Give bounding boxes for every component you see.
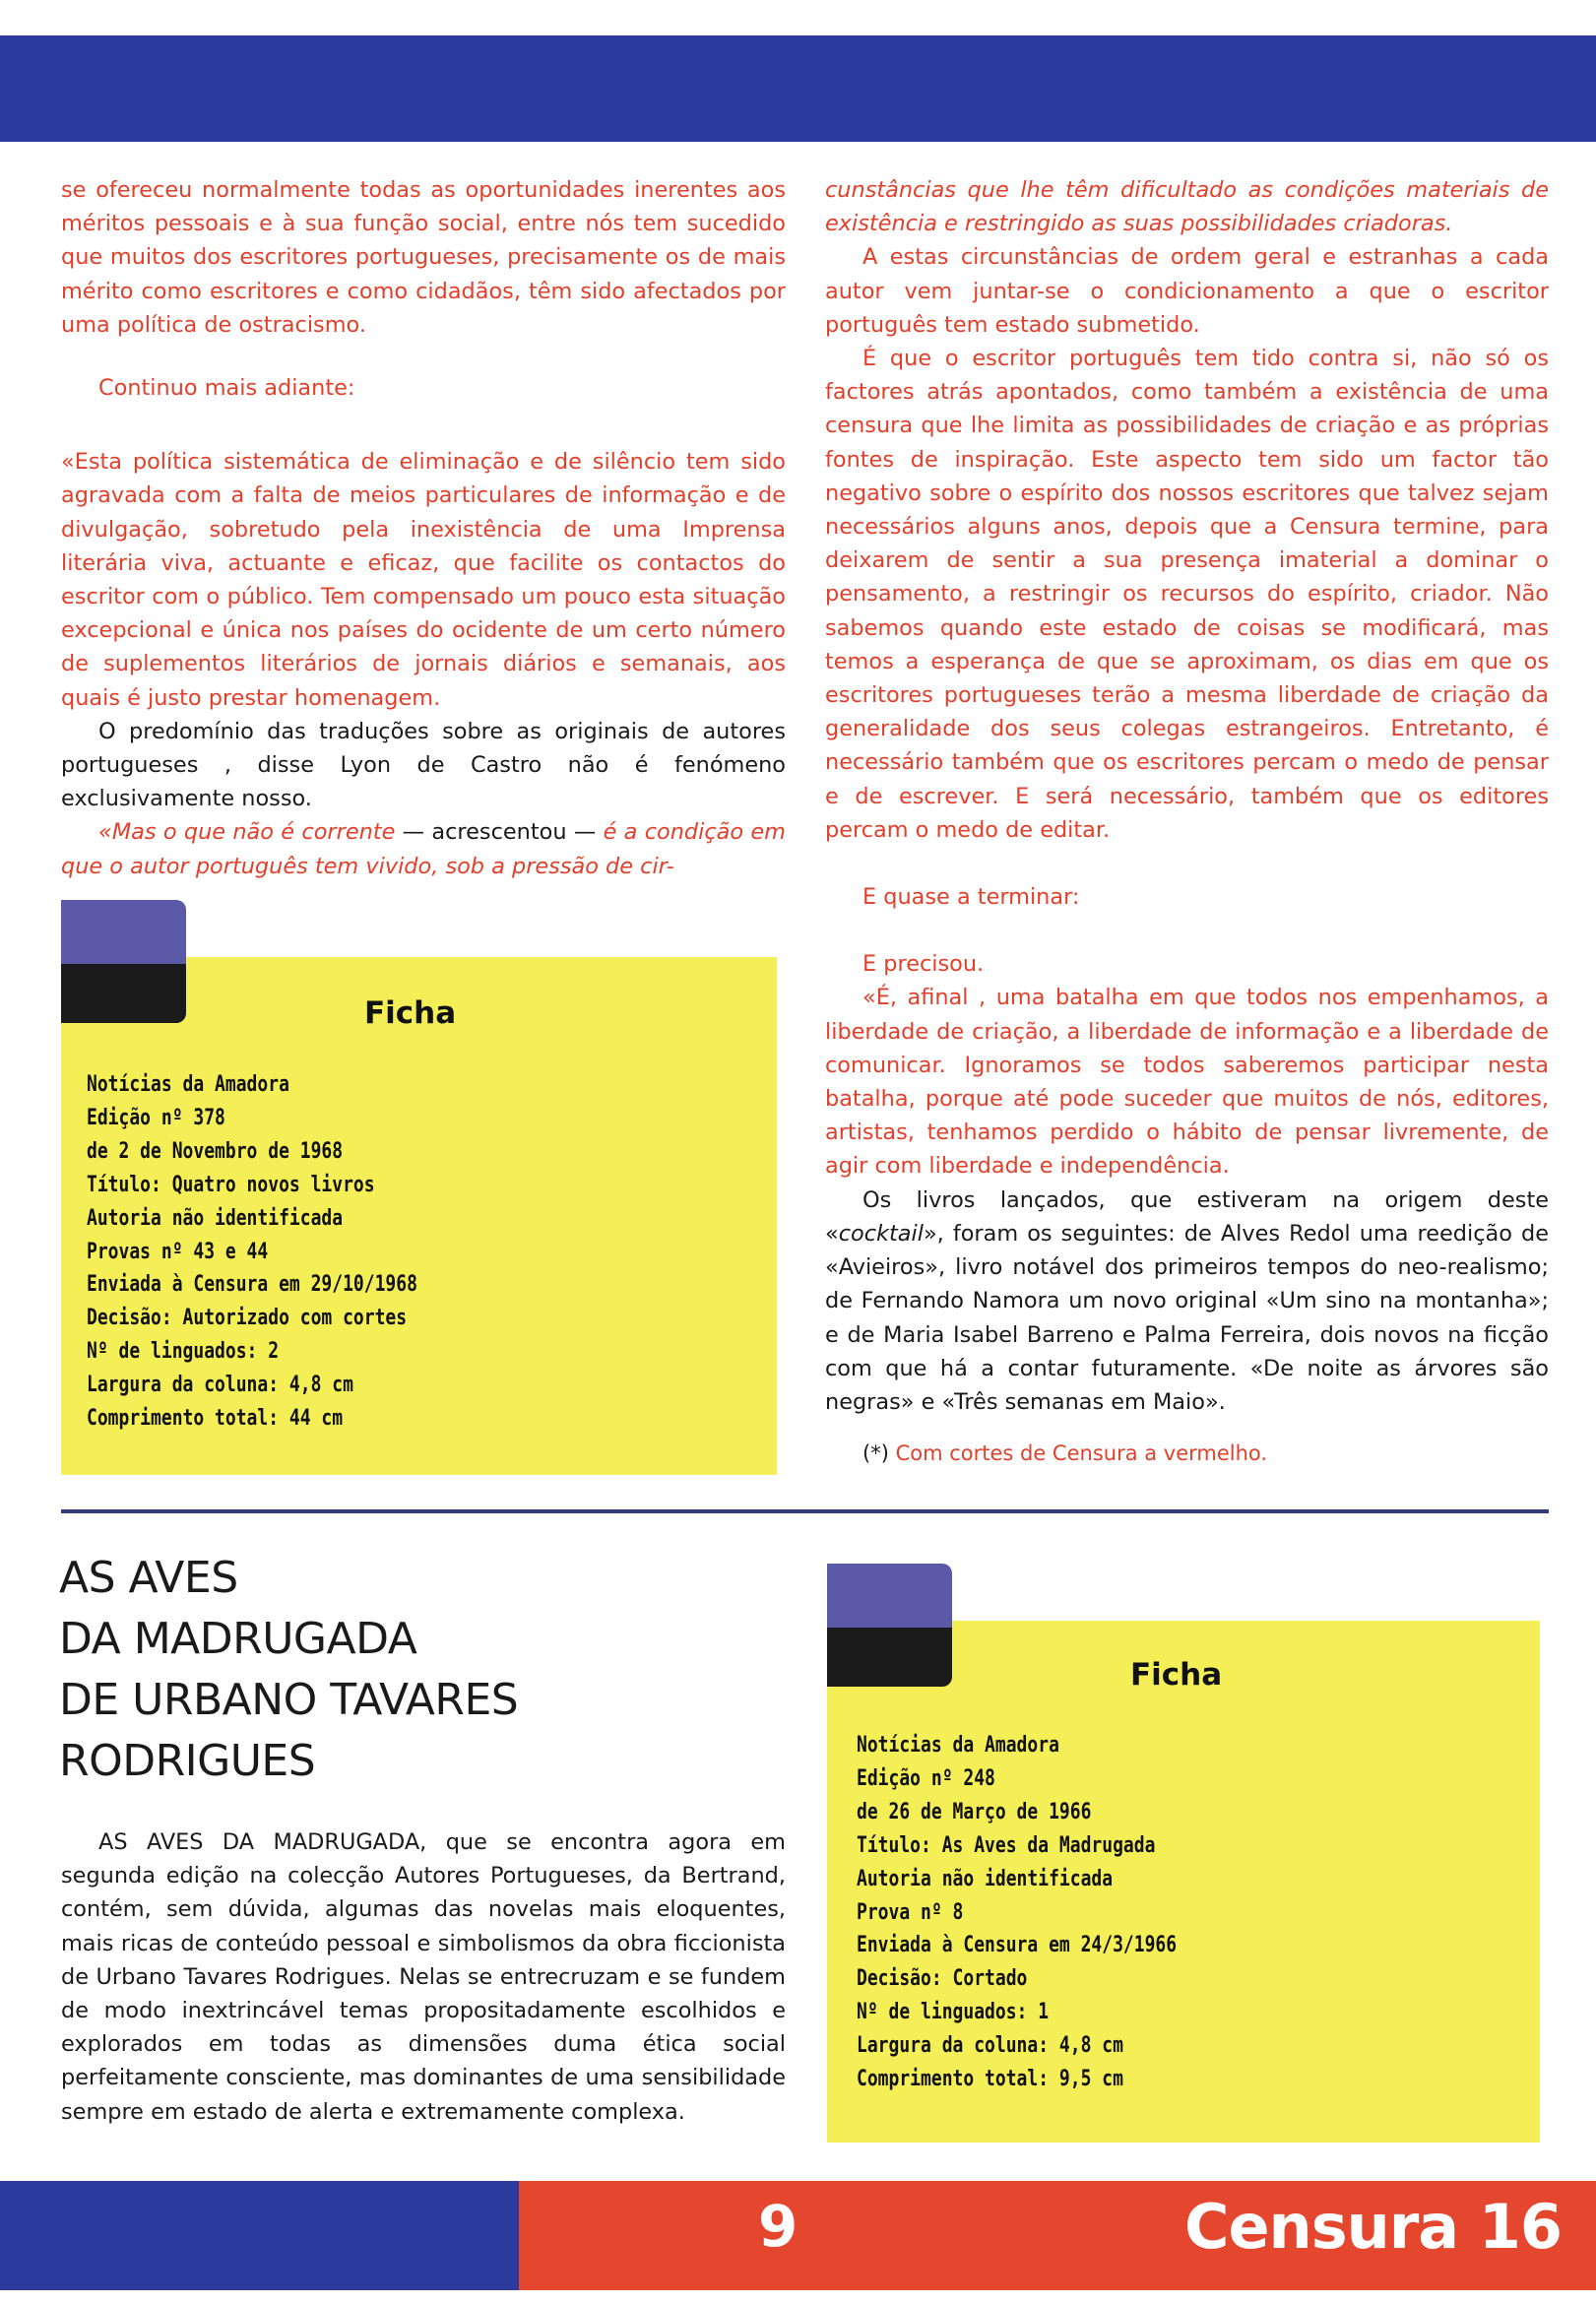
right-paragraph-1: cunstâncias que lhe têm dificultado as condições materiais de existência e restringido as suas possibilidades criadoras. — [825, 177, 1549, 237]
article-body: AS AVES DA MADRUGADA, que se encontra agora em segunda edição na colecção Autores Portugueses, da Bertrand, contém, sem dúvida, algumas das novelas mais eloquentes, mais ricas de conteúdo pessoal e simbolismos da obra ficcionista de Urbano Tavares Rodrigues. Nelas se entrecruzam e se fundem de modo inextrincável temas propositadamente escolhidos e explorados em todas as dimensões duma ética social perfeitamente consciente, mas dominantes de uma sensibilidade sempre em estado de alerta e extremamente complexa. — [61, 1829, 786, 2125]
right-paragraph-4: E quase a terminar: — [862, 884, 1080, 911]
censorship-note — [825, 1437, 1549, 1470]
headline-line: DA MADRUGADA — [59, 1614, 417, 1664]
ficha2-line: de 26 de Março de 1966 — [857, 1798, 1092, 1824]
right-text-column — [825, 173, 1549, 1470]
headline-line: AS AVES — [59, 1553, 238, 1603]
ficha1-line: Edição nº 378 — [87, 1104, 225, 1130]
ficha-title-1: Ficha — [364, 995, 457, 1031]
left-paragraph-4: O predomínio das traduções sobre as originais de autores portugueses , disse Lyon de Castro não é fenómeno exclusivamente nosso. — [61, 718, 786, 812]
left-paragraph-5 — [61, 815, 786, 882]
quote-part-a: «Mas o que não é corrente — [98, 819, 396, 846]
left-paragraph-3: «Esta política sistemática de eliminação e de silêncio tem sido agravada com a falta de meios particulares de informação e de divulgação, sobretudo pela inexistência de uma Imprensa literária viva, actuante e eficaz, que facilite os contactos do escritor com o público. Tem compensado um pouco esta situação excepcional e única nos países do ocidente de um certo número de suplementos literários de jornais diários e semanais, aos quais é justo prestar homenagem. — [61, 449, 786, 711]
headline-line: RODRIGUES — [59, 1736, 316, 1786]
books-part-a: Os livros lançados, que estiveram na origem deste « — [825, 1186, 1549, 1247]
article-body-column — [61, 1825, 786, 2129]
quote-part-b: — acrescentou — — [395, 819, 604, 846]
headline-line: DE URBANO TAVARES — [59, 1675, 519, 1725]
section-divider — [61, 1509, 1549, 1513]
ficha1-line: Provas nº 43 e 44 — [87, 1238, 269, 1264]
page-number: 9 — [758, 2193, 798, 2260]
books-part-c: », foram os seguintes: de Alves Redol uma reedição de «Avieiros», livro notável dos primeiros tempos do neo-realismo; de Fernando Namora um novo original «Um sino na montanha»; e de Maria Isabel Barreno e Palma Ferreira, dois novos na ficção com que há a contar futuramente. «De noite as árvores são negras» e «Três semanas em Maio». — [825, 1220, 1549, 1415]
ficha2-line: Comprimento total: 9,5 cm — [857, 2066, 1123, 2092]
article-headline — [59, 1548, 768, 1792]
ficha1-line: Enviada à Censura em 29/10/1968 — [87, 1271, 417, 1298]
ficha-details-1 — [87, 1068, 417, 1436]
ficha2-line: Enviada à Censura em 24/3/1966 — [857, 1932, 1178, 1958]
left-paragraph-1: se ofereceu normalmente todas as oportunidades inerentes aos méritos pessoais e à sua função social, entre nós tem sucedido que muitos dos escritores portugueses, precisamente os de mais mérito como escritores e como cidadãos, têm sido afectados por uma política de ostracismo. — [61, 177, 786, 338]
left-text-column — [61, 173, 786, 883]
ficha2-line: Decisão: Cortado — [857, 1965, 1028, 1992]
ficha2-line: Largura da coluna: 4,8 cm — [857, 2032, 1123, 2059]
ficha1-line: de 2 de Novembro de 1968 — [87, 1137, 344, 1164]
ficha2-line: Título: As Aves da Madrugada — [857, 1831, 1156, 1858]
top-header-band — [0, 35, 1596, 142]
right-paragraph-7 — [825, 1184, 1549, 1419]
ficha1-line: Título: Quatro novos livros — [87, 1171, 375, 1197]
footer-blue-band — [0, 2181, 519, 2290]
ficha2-line: Autoria não identificada — [857, 1865, 1114, 1891]
right-paragraph-2: A estas circunstâncias de ordem geral e estranhas a cada autor vem juntar-se o condicionamento a que o escritor português tem estado submetido. — [825, 244, 1549, 338]
ficha1-line: Notícias da Amadora — [87, 1071, 289, 1097]
right-paragraph-6: «É, afinal , uma batalha em que todos nos empenhamos, a liberdade de criação, a liberdade de informação e a liberdade de comunicar. Ignoramos se todos saberemos participar nesta batalha, porque até pode suceder que muitos de nós, editores, artistas, tenhamos perdido o hábito de pensar livremente, de agir com liberdade e independência. — [825, 985, 1549, 1180]
ficha1-line: Comprimento total: 44 cm — [87, 1405, 344, 1432]
ficha1-line: Autoria não identificada — [87, 1204, 344, 1231]
magazine-title: Censura 16 — [1184, 2191, 1563, 2263]
books-part-b: cocktail — [838, 1220, 924, 1247]
quote-part-c: é a condição em que o autor português tem vivido, sob a pressão de cir- — [61, 819, 786, 879]
ficha-tab-1 — [61, 900, 186, 1023]
ficha2-line: Edição nº 248 — [857, 1764, 995, 1791]
ficha2-line: Nº de linguados: 1 — [857, 1999, 1050, 2025]
ficha2-line: Notícias da Amadora — [857, 1732, 1059, 1758]
ficha1-line: Nº de linguados: 2 — [87, 1338, 280, 1365]
right-paragraph-3: É que o escritor português tem tido contra si, não só os factores atrás apontados, como também a existência de uma censura que lhe limita as possibilidades de criação e as próprias fontes de inspiração. Este aspecto tem sido um factor tão negativo sobre o espírito dos nossos escritores que talvez sejam necessários alguns anos, depois que a Censura termine, para deixarem de sentir a sua presença imaterial a dominar o pensamento, a restringir os recursos do espírito, criador. Não sabemos quando este estado de coisas se modificará, mas temos a esperança de que se aproximam, os dias em que os escritores portugueses terão a mesma liberdade de criação da generalidade dos seus colegas estrangeiros. Entretanto, é necessário também que os escritores percam o medo de pensar e de escrever. E será necessário, também que os editores percam o medo de editar. — [825, 346, 1549, 843]
ficha-details-2 — [857, 1729, 1177, 2096]
right-paragraph-5: E precisou. — [862, 951, 985, 978]
left-paragraph-2: Continuo mais adiante: — [98, 375, 355, 402]
ficha-tab-2 — [827, 1564, 952, 1687]
ficha1-line: Decisão: Autorizado com cortes — [87, 1305, 408, 1331]
note-text: Com cortes de Censura a vermelho. — [895, 1441, 1268, 1466]
note-asterisk: (*) — [862, 1441, 896, 1466]
ficha2-line: Prova nº 8 — [857, 1898, 964, 1925]
ficha-title-2: Ficha — [1130, 1657, 1223, 1693]
ficha1-line: Largura da coluna: 4,8 cm — [87, 1372, 353, 1398]
